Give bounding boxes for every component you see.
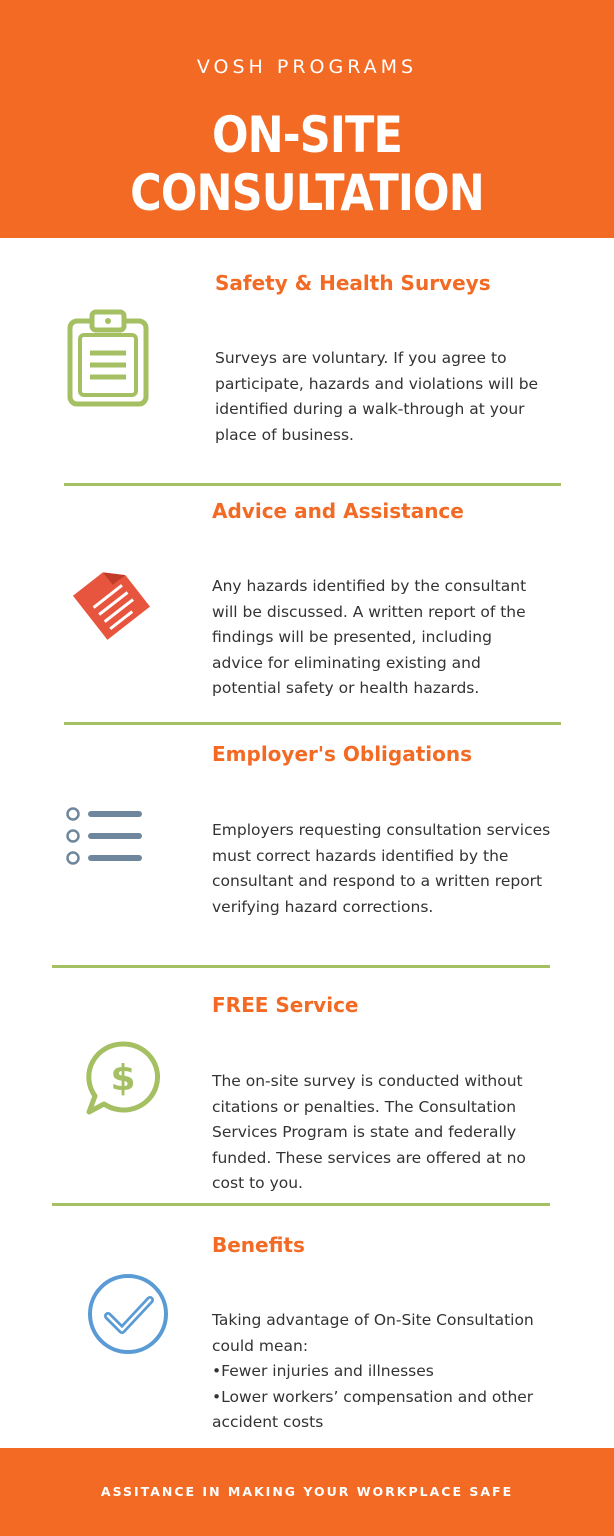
header-subtitle: VOSH PROGRAMS (196, 56, 418, 78)
body-line: Employers requesting consultation services (212, 821, 551, 839)
body-line: Services Program is state and federally (212, 1123, 517, 1141)
body-line: Any hazards identified by the consultant (212, 577, 527, 595)
section-divider (64, 722, 561, 725)
page-title: ON-SITE CONSULTATION (130, 106, 484, 222)
body-line: The on-site survey is conducted without (212, 1072, 523, 1090)
footer-banner (0, 1448, 614, 1536)
body-line: participate, hazards and violations will be (215, 374, 539, 393)
checkmark-circle-icon (86, 1272, 170, 1356)
body-line: funded. These services are offered at no (212, 1148, 526, 1167)
section-title: Safety & Health Surveys (215, 271, 491, 295)
section-title: Advice and Assistance (212, 499, 464, 523)
body-line: citations or penalties. The Consultation (212, 1097, 517, 1116)
section-body (212, 1069, 526, 1197)
body-line: identified during a walk-through at your (215, 400, 525, 418)
body-line: advice for eliminating existing and (212, 653, 481, 672)
section-title: FREE Service (212, 993, 359, 1017)
body-line: findings will be presented, including (212, 628, 492, 646)
section-divider (52, 1203, 550, 1206)
section-body (215, 346, 538, 448)
footer-text: ASSITANCE IN MAKING YOUR WORKPLACE SAFE (100, 1484, 514, 1499)
body-line: place of business. (215, 425, 354, 444)
body-line: will be discussed. A written report of the (212, 602, 526, 621)
body-line: consultant and respond to a written report (212, 872, 543, 890)
section-title: Employer's Obligations (212, 742, 473, 766)
section-body (212, 1308, 534, 1436)
body-line: could mean: (212, 1336, 309, 1355)
header-banner (0, 0, 614, 238)
document-icon (64, 556, 154, 640)
body-line: Surveys are voluntary. If you agree to (215, 349, 507, 367)
clipboard-icon (66, 309, 150, 407)
body-line: verifying hazard corrections. (212, 897, 434, 916)
body-line: accident costs (212, 1413, 324, 1431)
list-icon (64, 806, 144, 866)
body-line: •Fewer injuries and illnesses (212, 1362, 434, 1380)
section-divider (52, 965, 550, 968)
section-title: Benefits (212, 1233, 305, 1257)
body-line: must correct hazards identified by the (212, 846, 509, 865)
section-divider (64, 483, 561, 486)
body-line: •Lower workers’ compensation and other (212, 1387, 534, 1406)
svg-text:$: $ (110, 1058, 136, 1099)
body-line: potential safety or health hazards. (212, 679, 480, 697)
section-body (212, 818, 550, 920)
body-line: Taking advantage of On-Site Consultation (212, 1311, 534, 1329)
dollar-speech-bubble-icon (84, 1040, 162, 1116)
section-body (212, 574, 526, 702)
body-line: cost to you. (212, 1174, 303, 1192)
